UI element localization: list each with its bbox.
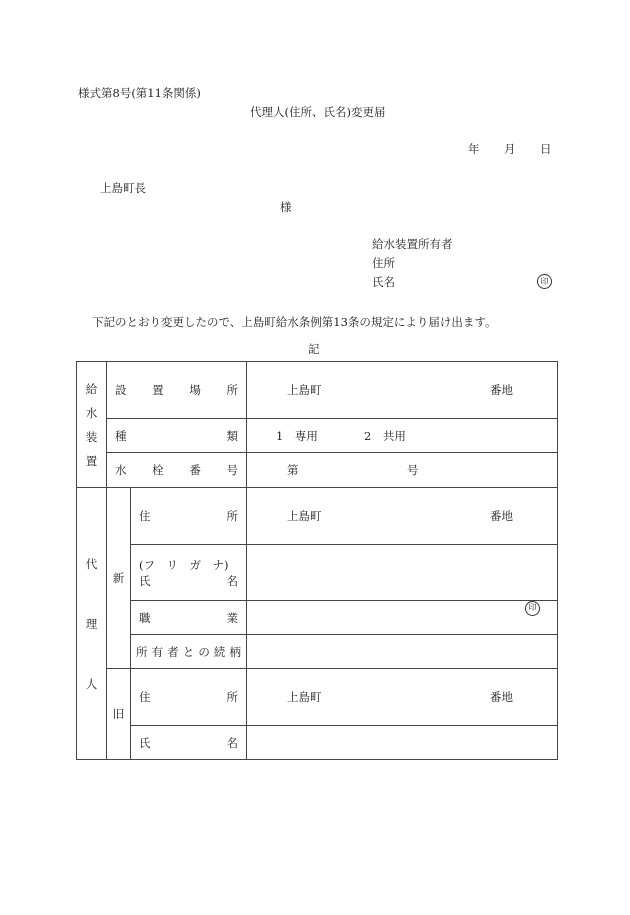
date-day: 日 <box>540 142 552 156</box>
new-occupation-label: 職 業 <box>131 601 247 635</box>
new-address-label: 住 所 <box>131 488 247 545</box>
agent-group-label: 代 理 人 <box>77 488 107 760</box>
ki-marker: 記 <box>308 342 320 356</box>
hydrant-number-field[interactable]: 第 号 <box>247 453 558 488</box>
relationship-field[interactable] <box>247 635 558 669</box>
old-name-label: 氏 名 <box>131 726 247 760</box>
new-name-seal-mark: 印 <box>525 601 540 616</box>
old-address-label: 住 所 <box>131 669 247 726</box>
old-address-field[interactable]: 上島町 番地 <box>247 669 558 726</box>
new-label: 新 <box>107 488 131 669</box>
document-title: 代理人(住所、氏名)変更届 <box>250 105 386 119</box>
type-option-dedicated[interactable]: 1 専用 <box>276 428 318 443</box>
old-label: 旧 <box>107 669 131 760</box>
new-address-field[interactable]: 上島町 番地 <box>247 488 558 545</box>
honorific: 様 <box>280 200 292 214</box>
install-location-field[interactable]: 上島町 番地 <box>247 362 558 419</box>
owner-address-label: 住所 <box>372 256 395 270</box>
owner-role: 給水装置所有者 <box>372 237 453 251</box>
type-field[interactable] <box>247 419 558 453</box>
recipient: 上島町長 <box>100 181 146 195</box>
form-table <box>76 361 558 760</box>
old-name-field[interactable] <box>247 726 558 760</box>
owner-seal-mark: 印 <box>537 274 552 289</box>
type-option-shared[interactable]: 2 共用 <box>364 428 406 443</box>
date-month: 月 <box>504 142 516 156</box>
form-number: 様式第8号(第11条関係) <box>78 86 201 100</box>
body-text: 下記のとおり変更したので、上島町給水条例第13条の規定により届け出ます。 <box>92 315 497 329</box>
supply-group-label: 給 水 装 置 <box>77 362 107 488</box>
relationship-label: 所 有 者 と の 続 柄 <box>131 635 247 669</box>
new-name-label: (フ リ ガ ナ) 氏 名 <box>131 545 247 601</box>
type-label: 種 類 <box>107 419 247 453</box>
furigana-label: (フ リ ガ ナ) <box>139 557 229 572</box>
new-occupation-field[interactable] <box>247 601 558 635</box>
date-year: 年 <box>468 142 480 156</box>
new-name-field[interactable] <box>247 545 558 612</box>
install-location-label: 設 置 場 所 <box>107 362 247 419</box>
owner-name-label: 氏名 <box>372 275 395 289</box>
hydrant-number-label: 水 栓 番 号 <box>107 453 247 488</box>
